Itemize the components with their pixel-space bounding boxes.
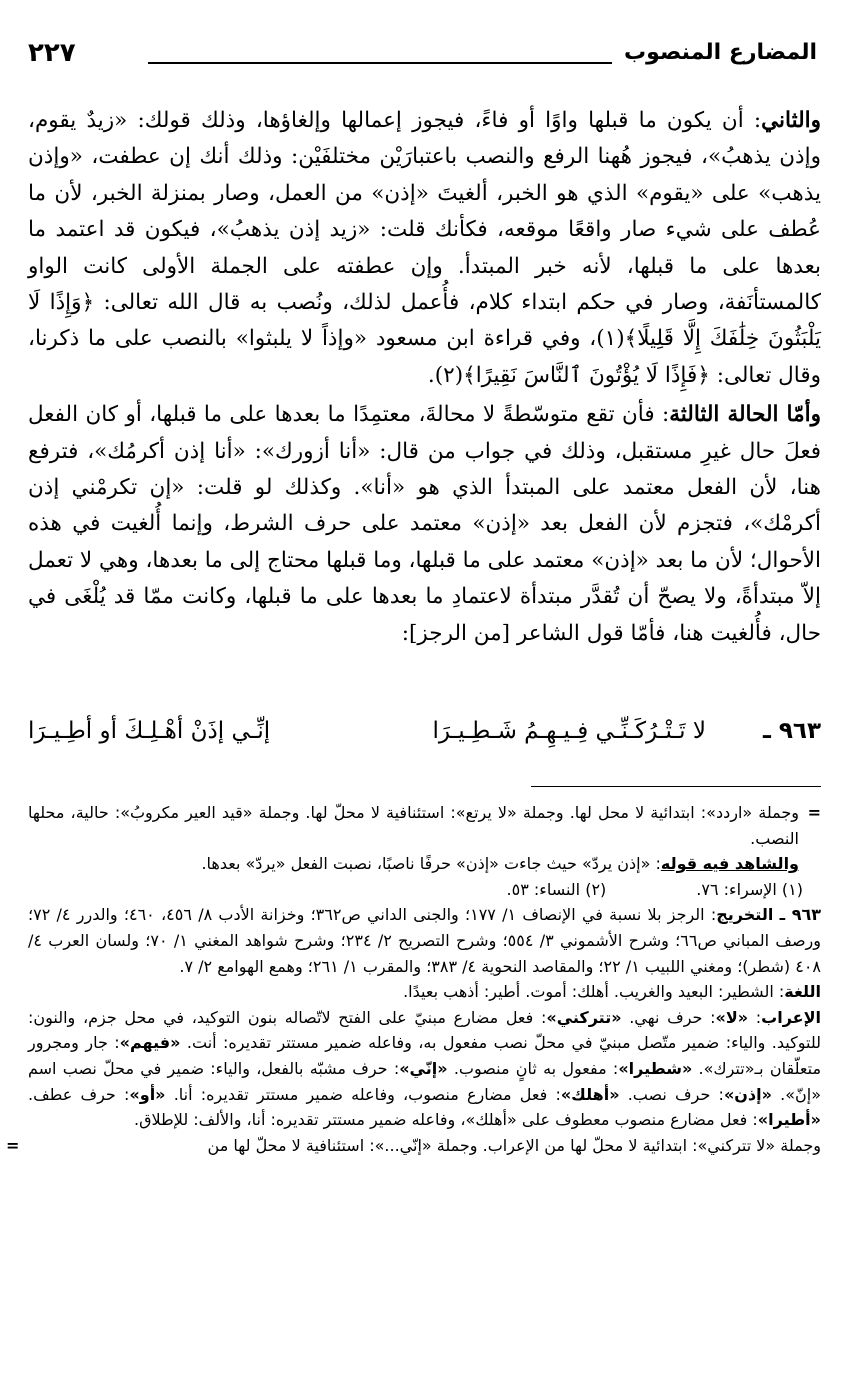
irab-word: «تتركني»: [546, 1007, 622, 1027]
irab-text: : مفعول به ثانٍ منصوب.: [447, 1058, 619, 1078]
irab-text: : حرف عطف.: [28, 1084, 130, 1104]
paragraph-second-case: [28, 103, 821, 394]
running-title: المضارع المنصوب: [624, 40, 817, 65]
note-text: وجملة «اردد»: ابتدائية لا محل لها. وجملة «لا يرتع»: استئنافية لا محلّ لها. وجملة «قيد العير مكروبُ»: حالية، محلها النصب.: [28, 803, 799, 848]
poetry-verse: [28, 718, 821, 758]
sentence-roles-note: [6, 1133, 821, 1159]
footnote-ref-2: (٢) النساء: ٥٣.: [506, 879, 607, 899]
footnote-separator: [531, 786, 821, 787]
irab-word: «شطيرا»: [618, 1058, 693, 1078]
note-lead: التخريج: [716, 905, 774, 925]
irab-word: «لا»: [715, 1007, 749, 1027]
irab-text: : حرف نهي.: [621, 1007, 716, 1027]
irab-text: : فعل مضارع مبنيّ على الفتح لاتّصاله بنون التوكيد، في محل جزم، والنون: للتوكيد. والياء: ضمير متّصل مبنيّ في محلّ نصب مفعول به، وفاعله ضمير مستتر تقديره: أنت.: [28, 1007, 821, 1053]
paragraph-body: : أن يكون ما قبلها واوًا أو فاءً، فيجوز إعمالها وإلغاؤها، وذلك قولك: «زيدٌ يقوم، وإذن يذهبُ»، فيجوز هُهنا الرفع والنصب باعتبارَيْن مختلفَيْن: وذلك أنك إن عطفت، «وإذن يذهب» على «يقوم» الذي هو الخبر، ألغيتَ «إذن» من العمل، وصار بمنزلة الخبر، لأن ما عُطف على شيء صار واقعًا موقعه، فكأنك قلت: «زيد إذن يذهبُ»، فيكون قد اعتمد ما بعدها على ما قبلها، لأنه خبر المبتدأ. وإن عطفته على الجملة الأولى كانت الواو كالمستأنَفة، وصار في حكم ابتداء كلام، فأُعمل لذلك، ونُصب به قال الله تعالى: ﴿وَإِذًا لَا يَلْبَثُونَ خِلَٰفَكَ إِلَّا قَلِيلًا﴾(١)، وفي قراءة ابن مسعود «وإذاً لا يلبثوا» بالنصب على ما ذكرنا، وقال تعالى: ﴿فَإِذًا لَا يُؤْتُونَ ٱلنَّاسَ نَقِيرًا﴾(٢).: [28, 108, 822, 388]
note-text: : الشطير: البعيد والغريب. أهلك: أموت. أطير: أذهب بعيدًا.: [403, 982, 785, 1002]
note-text: : الرجز بلا نسبة في الإنصاف ١/ ١٧٧؛ والجنى الداني ص٣٦٢؛ وخزانة الأدب ٨/ ٤٥٦، ٤٦٠؛ والدرر ٤/ ٧٢؛ ورصف المباني ص٦٦؛ وشرح الأشموني ٣/ ٥٥٤؛ وشرح التصريح ٢/ ٢٣٤؛ وشرح شواهد المغني ١/ ٧٠؛ ولسان العرب ٤/ ٤٠٨ (شطر)؛ ومغني اللبيب ١/ ٢٢؛ والمقاصد النحوية ٤/ ٣٨٣؛ والمقرب ١/ ٢٦١؛ وهمع الهوامع ٢/ ٧.: [28, 905, 822, 976]
irab-word: «أطيرا»: [757, 1110, 821, 1130]
irab-text: : حرف مشبّه بالفعل، والياء: ضمير في محلّ نصب اسم «إنّ».: [28, 1058, 822, 1104]
irab-note: الإعراب: «لا»: حرف نهي. «تتركني»: فعل مضارع مبنيّ على الفتح لاتّصاله بنون التوكيد، في محل جزم، والنون: للتوكيد. والياء: ضمير متّصل مبنيّ في محلّ نصب مفعول به، وفاعله ضمير مستتر تقديره: أنت. «فيهم»: جار ومجرور متعلّقان بـ«تترك». «شطيرا»: مفعول به ثانٍ منصوب. «إنّي»: حرف مشبّه بالفعل، والياء: ضمير في محلّ نصب اسم «إنّ». «إذن»: حرف نصب. «أهلك»: فعل مضارع منصوب، وفاعله ضمير مستتر تقديره: أنا. «أو»: حرف عطف. «أطيرا»: فعل مضارع منصوب معطوف على «أهلك»، وفاعله ضمير مستتر تقديره: أنا، والألف: للإطلاق.: [28, 1007, 822, 1130]
verse-number: ٩٦٣ ـ: [763, 718, 821, 744]
paragraph-lead: والثاني: [761, 108, 821, 133]
irab-word: «أهلك»: [560, 1084, 620, 1104]
irab-word: «أو»: [129, 1084, 166, 1104]
note-text: وجملة «لا تتركني»: ابتدائية لا محلّ لها من الإعراب. وجملة «إنّي...»: استئنافية لا محلّ لها من: [207, 1135, 821, 1155]
continuation-mark: =: [6, 1135, 20, 1155]
irab-text: : جار ومجرور متعلّقان بـ«تترك».: [28, 1033, 822, 1078]
irab-text: : فعل مضارع منصوب، وفاعله ضمير مستتر تقديره: أنا.: [165, 1084, 561, 1104]
irab-word: «إذن»: [723, 1084, 772, 1104]
irab-word: «إنّي»: [399, 1058, 448, 1078]
note-lead: والشاهد فيه قوله: [660, 854, 799, 874]
verse-second-hemistich: إنِّـي إذَنْ أهْـلِـكَ أو أطِـيـرَا: [28, 718, 271, 744]
lugha-note: [28, 979, 821, 1005]
irab-text: : فعل مضارع منصوب معطوف على «أهلك»، وفاعله ضمير مستتر تقديره: أنا، والألف: للإطلاق.: [134, 1110, 758, 1130]
footnote-ref-1: (١) الإسراء: ٧٦.: [696, 879, 803, 899]
page-header: [28, 34, 817, 74]
irab-text: : حرف نصب.: [619, 1084, 724, 1104]
header-rule: [148, 62, 612, 64]
footnotes: [6, 800, 822, 1158]
note-text: : «إذن يردّ» حيث جاءت «إذن» حرفًا ناصبًا، نصبت الفعل «يردّ» بعدها.: [201, 854, 661, 874]
paragraph-third-case: [28, 397, 821, 652]
continuation-mark: =: [807, 803, 821, 822]
shahid-note: [28, 851, 821, 877]
page-number: ٢٢٧: [28, 38, 76, 68]
verse-first-hemistich: لا تَـتْـرُكَـنِّـي فِـيـهِـمُ شَـطِـيـرَا: [432, 718, 706, 744]
paragraph-lead: وأمّا الحالة الثالثة: [669, 402, 821, 428]
paragraph-body: : فأن تقع متوسّطةً لا محالةَ، معتمِدًا ما بعدها على ما قبلها، أو كان الفعل فعلَ حال غيرِ مستقبل، وذلك في جواب من قال: «أنا أزورك»: «أنا إذن أكرمُك»، فترفع هنا، لأن الفعل معتمد على المبتدأ الذي هو «أنا». وكذلك لو قلت: «إن تكرمْني إذن أكرمْك»، فتجزم لأن الفعل بعد «إذن» معتمد على حرف الشرط، وإنما أُلغيت في هذه الأحوال؛ لأن ما بعد «إذن» معتمد على ما قبلها، وما قبلها محتاج إلى ما بعدها، وهي لا تعمل إلاّ مبتدأةً، ولا يصحّ أن تُقدَّر مبتدأة لاعتمادِ ما بعدها على ما قبلها، وكانت ممّا قد يُلْغَى في حال، فأُلغيت هنا، فأمّا قول الشاعر [من الرجز]:: [27, 402, 821, 646]
note-lead: اللغة: [784, 982, 821, 1002]
irab-word: «فيهم»: [119, 1033, 181, 1053]
note-number: ٩٦٣ ـ: [779, 905, 822, 925]
footnote-references: [28, 877, 821, 903]
main-text: [28, 103, 821, 652]
continued-note: [28, 800, 821, 851]
takhrij-note: [28, 902, 821, 979]
note-lead: الإعراب: [761, 1007, 821, 1027]
